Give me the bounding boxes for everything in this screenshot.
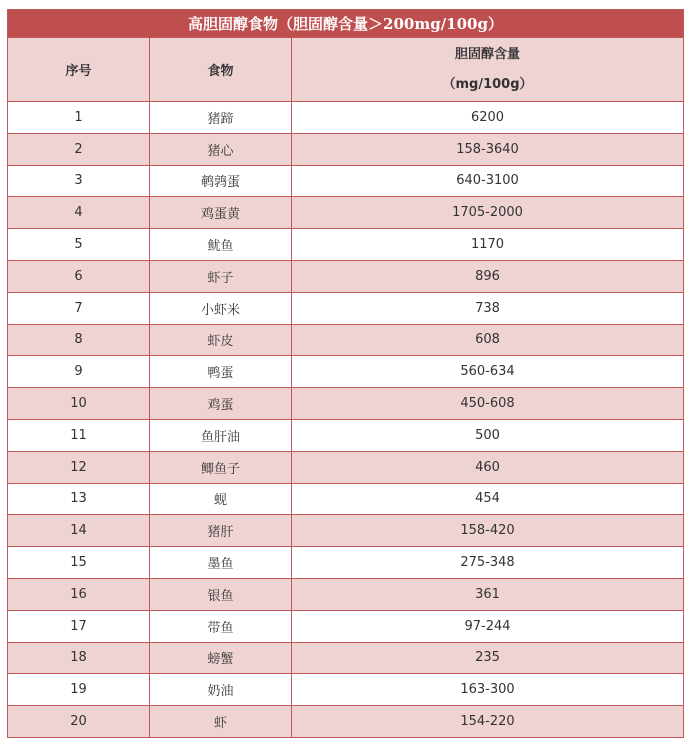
table-header-row [8,38,684,102]
cell-index: 4 [8,197,150,229]
table-row [8,483,684,515]
table-row [8,610,684,642]
cell-cholesterol: 738 [292,292,684,324]
cell-food: 猪肝 [150,515,292,547]
cell-cholesterol: 560-634 [292,356,684,388]
cell-cholesterol: 158-3640 [292,133,684,165]
table-row [8,102,684,134]
cell-cholesterol: 896 [292,260,684,292]
cell-cholesterol: 608 [292,324,684,356]
cell-cholesterol: 640-3100 [292,165,684,197]
cell-index: 20 [8,706,150,738]
cell-food: 鹌鹑蛋 [150,165,292,197]
cell-index: 12 [8,451,150,483]
column-header-cholesterol [292,38,684,102]
cell-food: 猪蹄 [150,102,292,134]
cell-index: 1 [8,102,150,134]
cell-cholesterol: 97-244 [292,610,684,642]
table-row [8,451,684,483]
cell-index: 6 [8,260,150,292]
cell-food: 鸡蛋 [150,388,292,420]
table-row [8,197,684,229]
column-header-index: 序号 [8,38,150,102]
cell-food: 鱿鱼 [150,229,292,261]
cell-food: 小虾米 [150,292,292,324]
cell-index: 15 [8,547,150,579]
cell-food: 奶油 [150,674,292,706]
cell-food: 猪心 [150,133,292,165]
cell-food: 鸡蛋黄 [150,197,292,229]
table-row [8,165,684,197]
cell-index: 14 [8,515,150,547]
cell-cholesterol: 6200 [292,102,684,134]
table-title: 高胆固醇食物（胆固醇含量＞200mg/100g） [8,10,684,38]
cell-index: 11 [8,419,150,451]
table-row [8,706,684,738]
cell-food: 银鱼 [150,578,292,610]
cell-food: 墨鱼 [150,547,292,579]
cell-food: 鲫鱼子 [150,451,292,483]
cell-index: 19 [8,674,150,706]
table-row [8,419,684,451]
cell-cholesterol: 1705-2000 [292,197,684,229]
cell-food: 虾皮 [150,324,292,356]
table-row [8,229,684,261]
cell-index: 7 [8,292,150,324]
table-row [8,324,684,356]
cell-index: 13 [8,483,150,515]
cell-cholesterol: 361 [292,578,684,610]
cell-cholesterol: 275-348 [292,547,684,579]
column-header-cholesterol-label: 胆固醇含量 [455,46,521,62]
table-row [8,674,684,706]
cell-food: 蚬 [150,483,292,515]
table-row [8,133,684,165]
cell-cholesterol: 1170 [292,229,684,261]
table-body [8,102,684,738]
cell-cholesterol: 450-608 [292,388,684,420]
table-row [8,260,684,292]
table-row [8,547,684,579]
cell-food: 带鱼 [150,610,292,642]
cell-index: 8 [8,324,150,356]
cell-cholesterol: 454 [292,483,684,515]
cholesterol-table [7,9,684,738]
column-header-cholesterol-unit: （mg/100g） [442,76,533,92]
cell-cholesterol: 460 [292,451,684,483]
cell-cholesterol: 163-300 [292,674,684,706]
cell-food: 虾子 [150,260,292,292]
cell-cholesterol: 235 [292,642,684,674]
cell-index: 5 [8,229,150,261]
column-header-food: 食物 [150,38,292,102]
cell-food: 鸭蛋 [150,356,292,388]
cell-index: 17 [8,610,150,642]
cell-index: 9 [8,356,150,388]
cell-index: 16 [8,578,150,610]
cell-index: 18 [8,642,150,674]
table-row [8,515,684,547]
table-title-row [8,10,684,38]
cell-food: 虾 [150,706,292,738]
cell-food: 鱼肝油 [150,419,292,451]
cell-index: 3 [8,165,150,197]
table-row [8,578,684,610]
cell-cholesterol: 158-420 [292,515,684,547]
cell-cholesterol: 154-220 [292,706,684,738]
cell-index: 2 [8,133,150,165]
cell-cholesterol: 500 [292,419,684,451]
cell-index: 10 [8,388,150,420]
cell-food: 螃蟹 [150,642,292,674]
table-row [8,642,684,674]
table-row [8,292,684,324]
table-row [8,356,684,388]
table-row [8,388,684,420]
